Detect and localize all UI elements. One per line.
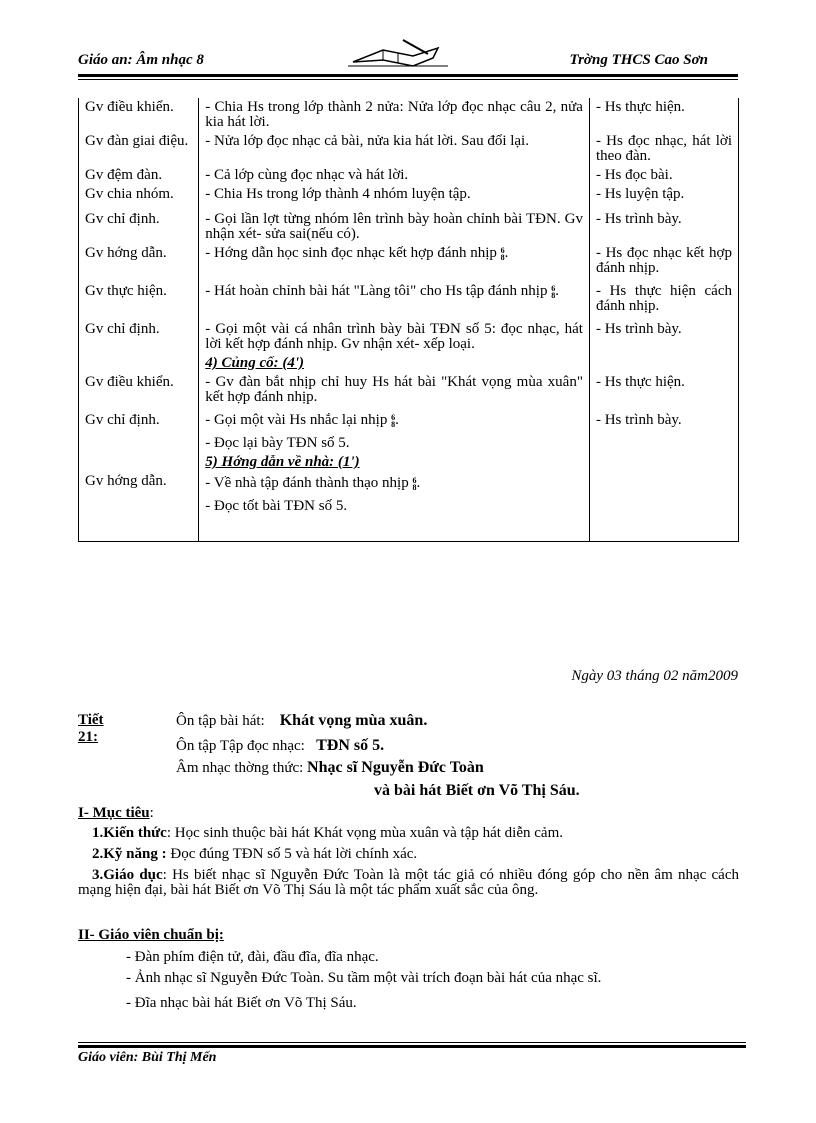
table-row bbox=[79, 373, 739, 407]
student-action: - Hs đọc bài. bbox=[589, 166, 738, 185]
lesson-line bbox=[176, 759, 484, 777]
objective-text: Đọc đúng TĐN số 5 và hát lời chính xác. bbox=[166, 846, 418, 862]
teacher-action: Gv hớng dẫn. bbox=[79, 244, 199, 278]
time-signature bbox=[391, 414, 395, 428]
teacher-action: Gv hớng dẫn. bbox=[79, 472, 199, 493]
time-signature-top: 6 bbox=[551, 283, 556, 293]
preparation-item: - Đĩa nhạc bài hát Biết ơn Võ Thị Sáu. bbox=[126, 995, 357, 1011]
objectives-colon: : bbox=[149, 805, 154, 821]
teacher-action: Gv chia nhóm. bbox=[79, 185, 199, 204]
table-row bbox=[79, 354, 739, 373]
table-row bbox=[79, 98, 739, 132]
activity-content: - Hát hoàn chỉnh bài hát "Làng tôi" cho Hs tập đánh nhịp 6 8. bbox=[199, 278, 590, 316]
preparation-heading: II- Giáo viên chuẩn bị: bbox=[78, 927, 224, 943]
time-signature bbox=[412, 477, 416, 491]
section-title: 5) Hớng dẫn về nhà: (1') bbox=[205, 454, 360, 470]
time-signature-bottom: 8 bbox=[412, 482, 417, 492]
table-row bbox=[79, 316, 739, 354]
activity-content: - Nửa lớp đọc nhạc cả bài, nửa kia hát lời. Sau đổi lại. bbox=[199, 132, 590, 166]
time-signature-bottom: 8 bbox=[551, 290, 556, 300]
student-action: - Hs trình bày. bbox=[589, 407, 738, 430]
activity-content: - Cả lớp cùng đọc nhạc và hát lời. bbox=[199, 166, 590, 185]
objectives-section bbox=[78, 805, 739, 898]
lesson-line-title: Khát vọng mùa xuân. bbox=[279, 712, 428, 729]
table-row bbox=[79, 278, 739, 316]
page-footer bbox=[78, 1042, 746, 1066]
activity-content: - Hớng dẫn học sinh đọc nhạc kết hợp đánh nhịp 6 8. bbox=[199, 244, 590, 278]
time-signature-top: 6 bbox=[412, 475, 417, 485]
student-action bbox=[589, 472, 738, 493]
header-subject: Giáo an: Âm nhạc 8 bbox=[78, 52, 204, 68]
activity-content: - Gv đàn bắt nhịp chỉ huy Hs hát bài "Khát vọng mùa xuân" kết hợp đánh nhịp. bbox=[199, 373, 590, 407]
table-row bbox=[79, 493, 739, 542]
table-row bbox=[79, 132, 739, 166]
activity-text: - Gọi một vài Hs nhắc lại nhịp bbox=[205, 412, 388, 428]
time-signature-bottom: 8 bbox=[391, 419, 396, 429]
table-row bbox=[79, 204, 739, 244]
empty-cell bbox=[589, 453, 738, 472]
empty-cell bbox=[589, 430, 738, 453]
preparation-section bbox=[78, 927, 739, 1011]
student-action: - Hs đọc nhạc kết hợp đánh nhịp. bbox=[589, 244, 738, 278]
objective-item bbox=[78, 847, 739, 862]
footer-rule bbox=[78, 1045, 746, 1048]
section-heading bbox=[199, 453, 590, 472]
header-rule bbox=[78, 74, 738, 77]
time-signature bbox=[501, 247, 505, 261]
preparation-item: - Đàn phím điện tử, đài, đầu đĩa, đĩa nhạc. bbox=[126, 949, 379, 965]
objective-item bbox=[78, 868, 739, 898]
empty-cell bbox=[79, 354, 199, 373]
time-signature-top: 6 bbox=[500, 245, 505, 255]
objective-label: 3.Giáo dục bbox=[92, 867, 163, 883]
book-quill-icon bbox=[343, 36, 453, 72]
table-row bbox=[79, 244, 739, 278]
activity-content: - Đọc lại bày TĐN số 5. bbox=[199, 430, 590, 453]
teacher-action: Gv chỉ định. bbox=[79, 316, 199, 354]
activity-content: - Gọi lần lợt từng nhóm lên trình bày hoàn chỉnh bài TĐN. Gv nhận xét- sửa sai(nếu có). bbox=[199, 204, 590, 244]
table-row bbox=[79, 472, 739, 493]
student-action: - Hs thực hiện cách đánh nhịp. bbox=[589, 278, 738, 316]
empty-cell bbox=[79, 493, 199, 542]
empty-cell bbox=[79, 430, 199, 453]
empty-cell bbox=[589, 354, 738, 373]
table-row bbox=[79, 430, 739, 453]
activity-content: - Đọc tốt bài TĐN số 5. bbox=[199, 493, 590, 542]
time-signature bbox=[551, 285, 555, 299]
activity-content: - Gọi một vài Hs nhắc lại nhịp 6 8. bbox=[199, 407, 590, 430]
activity-content: - Chia Hs trong lớp thành 2 nửa: Nửa lớp đọc nhạc câu 2, nửa kia hát lời. bbox=[199, 98, 590, 132]
table-row bbox=[79, 453, 739, 472]
lesson-line bbox=[176, 712, 427, 730]
student-action: - Hs trình bày. bbox=[589, 316, 738, 354]
activity-content: - Chia Hs trong lớp thành 4 nhóm luyện tập. bbox=[199, 185, 590, 204]
lesson-date: Ngày 03 tháng 02 năm2009 bbox=[571, 668, 738, 684]
lesson-activity-table bbox=[78, 98, 739, 542]
teacher-action: Gv thực hiện. bbox=[79, 278, 199, 316]
activity-content: - Gọi một vài cá nhân trình bày bài TĐN số 5: đọc nhạc, hát lời kết hợp đánh nhịp. Gv nhận xét- xếp loại. bbox=[199, 316, 590, 354]
activity-content: - Về nhà tập đánh thành thạo nhịp 6 8. bbox=[199, 472, 590, 493]
teacher-action: Gv chỉ định. bbox=[79, 204, 199, 244]
activity-text: - Về nhà tập đánh thành thạo nhịp bbox=[205, 475, 409, 491]
preparation-item: - Ảnh nhạc sĩ Nguyễn Đức Toàn. Su tầm một vài trích đoạn bài hát của nhạc sĩ. bbox=[126, 970, 602, 986]
student-action: - Hs thực hiện. bbox=[589, 98, 738, 132]
time-signature-bottom: 8 bbox=[500, 252, 505, 262]
footer-rule-thin bbox=[78, 1042, 746, 1043]
objectives-heading: I- Mục tiêu bbox=[78, 805, 150, 821]
lesson-line-prefix: Ôn tập Tập đọc nhạc: bbox=[176, 738, 305, 754]
lesson-line-title: TĐN số 5. bbox=[316, 737, 385, 754]
objective-item bbox=[78, 826, 739, 841]
empty-cell bbox=[589, 493, 738, 542]
objective-text: : Hs biết nhạc sĩ Nguyễn Đức Toàn là một tác giả có nhiều đóng góp cho nền âm nhạc cách mạng hiện đại, bài hát Biết ơn Võ Thị Sáu là một tác phẩm xuất sắc của ông. bbox=[78, 867, 739, 898]
table-row bbox=[79, 166, 739, 185]
teacher-action: Gv đàn giai điệu. bbox=[79, 132, 199, 166]
section-title: 4) Củng cố: (4') bbox=[205, 355, 305, 371]
table-row bbox=[79, 185, 739, 204]
teacher-action: Gv đệm đàn. bbox=[79, 166, 199, 185]
time-signature-top: 6 bbox=[391, 412, 396, 422]
activity-text: - Hát hoàn chỉnh bài hát "Làng tôi" cho Hs tập đánh nhịp bbox=[205, 283, 548, 299]
lesson-number: Tiết 21: bbox=[78, 712, 104, 745]
table-row bbox=[79, 407, 739, 430]
student-action: - Hs luyện tập. bbox=[589, 185, 738, 204]
teacher-action: Gv điều khiển. bbox=[79, 373, 199, 407]
section-heading bbox=[199, 354, 590, 373]
teacher-action: Gv chỉ định. bbox=[79, 407, 199, 430]
header-school: Trờng THCS Cao Sơn bbox=[569, 52, 708, 68]
lesson-line bbox=[176, 737, 384, 755]
empty-cell bbox=[79, 453, 199, 472]
student-action: - Hs thực hiện. bbox=[589, 373, 738, 407]
student-action: - Hs đọc nhạc, hát lời theo đàn. bbox=[589, 132, 738, 166]
page-header bbox=[78, 50, 738, 80]
lesson-line bbox=[374, 782, 580, 800]
objective-label: 2.Kỹ năng : bbox=[92, 846, 167, 862]
objective-text: : Học sinh thuộc bài hát Khát vọng mùa xuân và tập hát diễn cảm. bbox=[166, 825, 563, 841]
student-action: - Hs trình bày. bbox=[589, 204, 738, 244]
teacher-action: Gv điều khiển. bbox=[79, 98, 199, 132]
lesson-line-prefix: Ôn tập bài hát: bbox=[176, 713, 265, 729]
footer-teacher: Giáo viên: Bùi Thị Mến bbox=[78, 1050, 217, 1065]
header-rule-thin bbox=[78, 79, 738, 80]
objective-label: 1.Kiến thức bbox=[92, 825, 167, 841]
lesson-line-title: Nhạc sĩ Nguyễn Đức Toàn bbox=[307, 759, 484, 776]
lesson-line-title: và bài hát Biết ơn Võ Thị Sáu. bbox=[374, 782, 580, 799]
lesson-line-prefix: Âm nhạc thờng thức: bbox=[176, 760, 304, 776]
activity-text: - Hớng dẫn học sinh đọc nhạc kết hợp đánh nhịp bbox=[205, 245, 497, 261]
